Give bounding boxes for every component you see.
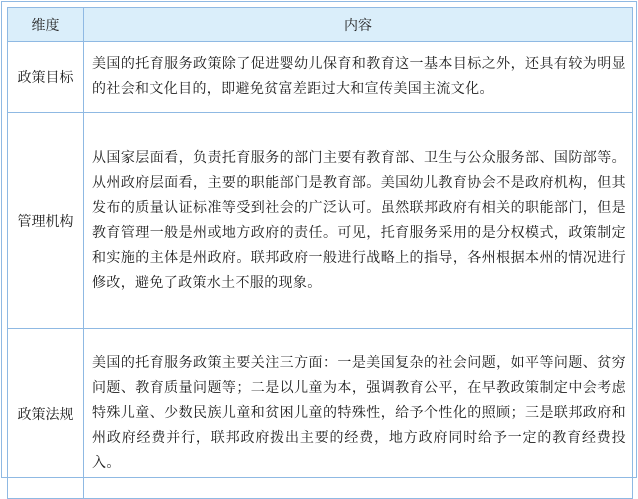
table-row (8, 113, 633, 329)
policy-table (7, 7, 633, 499)
table-row (8, 42, 633, 113)
header-row (8, 8, 633, 42)
table-header (8, 8, 633, 42)
table-row (8, 329, 633, 499)
header-content: 内容 (84, 8, 633, 42)
row-content-management: 从国家层面看，负责托育服务的部门主要有教育部、卫生与公众服务部、国防部等。从州政府层面看，主要的职能部门是教育部。美国幼儿教育协会不是政府机构，但其发布的质量认证标准等受到社会的广泛认可。虽然联邦政府有相关的职能部门，但是教育管理一般是州或地方政府的责任。可见，托育服务采用的是分权模式，政策制定和实施的主体是州政府。联邦政府一般进行战略上的指导，各州根据本州的情况进行修改，避免了政策水土不服的现象。 (84, 113, 633, 329)
row-content-policy-goal: 美国的托育服务政策除了促进婴幼儿保育和教育这一基本目标之外，还具有较为明显的社会和文化目的，即避免贫富差距过大和宣传美国主流文化。 (84, 42, 633, 113)
row-dimension-policy-goal: 政策目标 (8, 42, 84, 113)
table-body (8, 42, 633, 499)
row-dimension-regulations: 政策法规 (8, 329, 84, 499)
row-content-regulations: 美国的托育服务政策主要关注三方面：一是美国复杂的社会问题，如平等问题、贫穷问题、教育质量问题等；二是以儿童为本，强调教育公平，在早教政策制定中会考虑特殊儿童、少数民族儿童和贫困儿童的特殊性，给予个性化的照顾；三是联邦政府和州政府经费并行，联邦政府拨出主要的经费，地方政府同时给予一定的教育经费投入。 (84, 329, 633, 499)
row-dimension-management: 管理机构 (8, 113, 84, 329)
header-dimension: 维度 (8, 8, 84, 42)
